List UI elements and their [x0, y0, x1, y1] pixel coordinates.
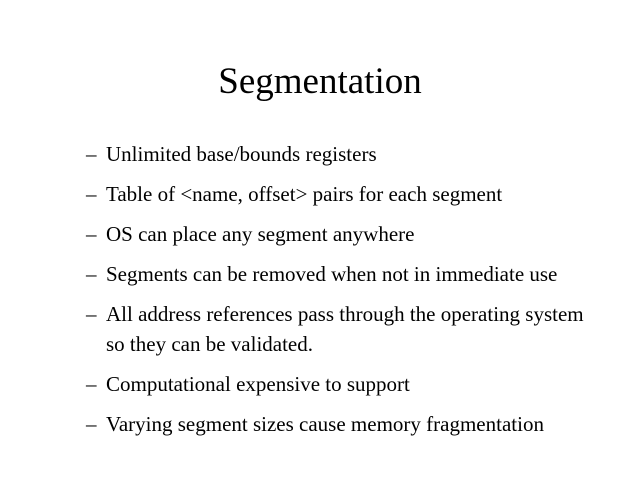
bullet-item-computational-cost [86, 369, 606, 399]
dash-bullet-icon: – [86, 302, 97, 326]
dash-bullet-icon: – [86, 262, 97, 286]
bullet-text: Table of <name, offset> pairs for each segment [106, 182, 503, 206]
bullet-item-base-bounds [86, 139, 606, 169]
bullet-text: All address references pass through the operating system so they can be validated. [106, 302, 584, 356]
dash-bullet-icon: – [86, 412, 97, 436]
bullet-text: Computational expensive to support [106, 372, 410, 396]
bullet-text: Varying segment sizes cause memory fragmentation [106, 412, 544, 436]
bullet-text: Segments can be removed when not in immediate use [106, 262, 558, 286]
bullet-text: Unlimited base/bounds registers [106, 142, 377, 166]
dash-bullet-icon: – [86, 182, 97, 206]
slide-title: Segmentation [218, 61, 422, 102]
bullet-item-segment-table [86, 179, 606, 209]
dash-bullet-icon: – [86, 222, 97, 246]
dash-bullet-icon: – [86, 142, 97, 166]
bullet-item-removed [86, 259, 606, 289]
bullet-item-place-anywhere [86, 219, 606, 249]
bullet-item-address-references [86, 299, 606, 359]
bullet-item-fragmentation [86, 409, 606, 439]
bullet-text: OS can place any segment anywhere [106, 222, 415, 246]
dash-bullet-icon: – [86, 372, 97, 396]
bullet-list [86, 139, 606, 449]
